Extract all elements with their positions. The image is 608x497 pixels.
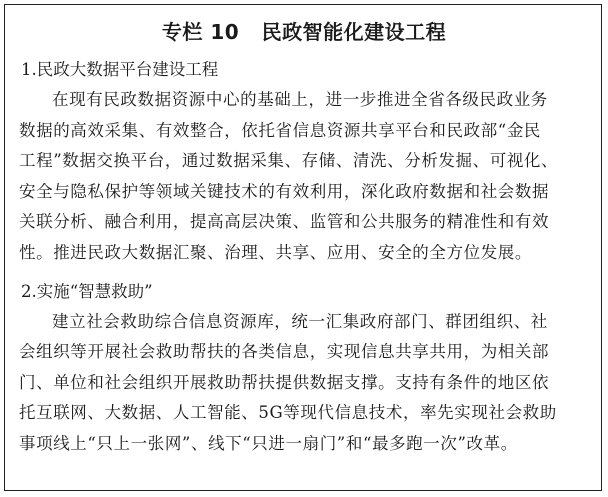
body-line: 工程”数据交换平台，通过数据采集、存储、清洗、分析发掘、可视化、	[19, 151, 559, 171]
body-line: 在现有民政数据资源中心的基础上，进一步推进全省各级民政业务	[52, 90, 548, 109]
column-box	[4, 4, 602, 491]
section-heading-2: 2.实施“智慧救助”	[21, 281, 153, 301]
section-body-2	[19, 307, 589, 460]
body-line: 安全与隐私保护等领域关键技术的有效利用，深化政府数据和社会数据	[19, 181, 550, 201]
body-line: 建立社会救助综合信息资源库，统一汇集政府部门、群团组织、社	[52, 311, 548, 331]
column-title: 专栏 10 民政智能化建设工程	[161, 20, 447, 44]
body-line: 性。推进民政大数据汇聚、治理、共享、应用、安全的全方位发展。	[19, 242, 532, 262]
section-body-1	[19, 85, 589, 269]
body-line: 事项线上“只上一张网”、线下“只进一扇门”和“最多跑一次”改革。	[19, 433, 518, 453]
body-line: 数据的高效采集、有效整合，依托省信息资源共享平台和民政部“金民	[19, 120, 542, 140]
body-line: 门、单位和社会组织开展救助帮扶提供数据支撑。支持有条件的地区依	[19, 372, 550, 392]
body-line: 关联分析、融合利用，提高高层决策、监管和公共服务的精准性和有效	[19, 212, 550, 232]
section-heading-1: 1.民政大数据平台建设工程	[21, 60, 219, 79]
body-line: 会组织等开展社会救助帮扶的各类信息，实现信息共享共用，为相关部	[19, 342, 550, 362]
body-line: 托互联网、大数据、人工智能、5G等现代信息技术，率先实现社会救助	[19, 403, 557, 423]
